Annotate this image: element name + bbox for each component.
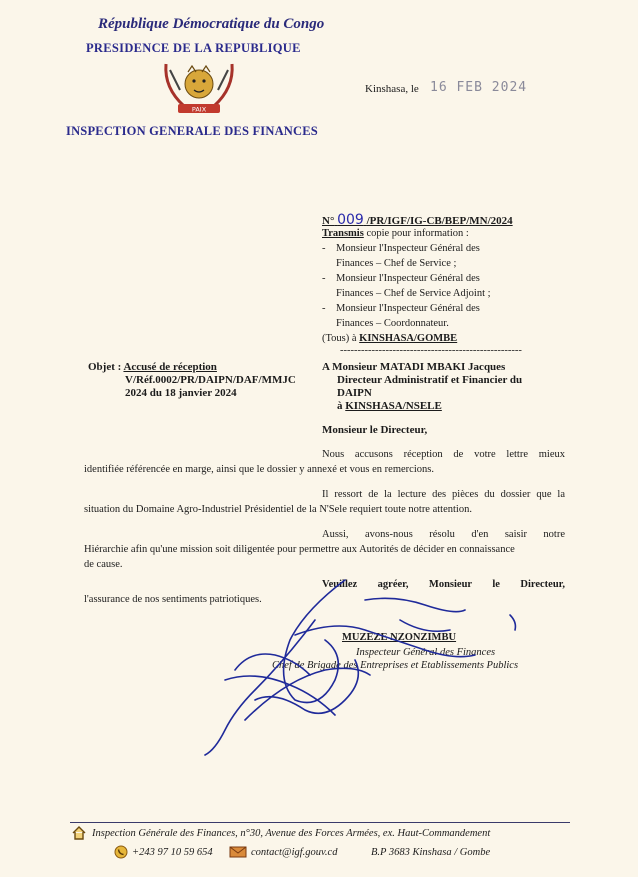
transmis-item-1-line2: Finances – Chef de Service ; <box>336 258 457 269</box>
body-p3-a: Aussi, avons-nous résolu d'en saisir notre <box>322 529 565 540</box>
objet-block <box>88 361 296 400</box>
emblem-banner-text: PAIX <box>191 105 207 114</box>
footer-phone: +243 97 10 59 654 <box>132 847 213 858</box>
reference-number <box>322 212 513 228</box>
signatory-name: MUZEZE NZONZIMBU <box>342 632 457 643</box>
body-p1-b: identifiée référencée en marge, ainsi que le dossier y annexé et vous en remercions. <box>84 464 434 475</box>
transmis-tous-place: KINSHASA/GOMBE <box>359 333 458 344</box>
transmis-item-2-line2: Finances – Chef de Service Adjoint ; <box>336 288 491 299</box>
objet-line2: V/Réf.0002/PR/DAIPN/DAF/MMJC <box>125 374 296 386</box>
footer-po-box: B.P 3683 Kinshasa / Gombe <box>371 847 491 858</box>
body-p2-b: situation du Domaine Agro-Industriel Présidentiel de la N'Sele requiert toute notre attention. <box>84 504 472 515</box>
reference-handwritten-number: 009 <box>337 212 364 228</box>
body-p4-b: l'assurance de nos sentiments patriotiques. <box>84 594 262 605</box>
home-icon <box>72 826 86 840</box>
footer-address: Inspection Générale des Finances, n°30, Avenue des Forces Armées, ex. Haut-Commandement <box>92 828 491 839</box>
objet-line3: 2024 du 18 janvier 2024 <box>125 387 237 399</box>
transmis-text: copie pour information : <box>366 228 469 239</box>
coat-of-arms-emblem <box>160 60 238 118</box>
institution-name: INSPECTION GENERALE DES FINANCES <box>66 124 318 138</box>
transmis-item-1-line1: Monsieur l'Inspecteur Général des <box>336 243 480 254</box>
body-p4-a: Veuillez agréer, Monsieur le Directeur, <box>322 579 565 590</box>
recipient-block: A Monsieur MATADI MBAKI Jacques Directeur Administratif et Financier du DAIPN à KINSHASA/NSELE <box>322 361 523 412</box>
handwritten-signature <box>195 560 545 760</box>
transmis-item-3-line1: Monsieur l'Inspecteur Général des <box>336 303 480 314</box>
transmis-intro <box>322 228 469 239</box>
recipient-line1: A Monsieur MATADI MBAKI Jacques <box>322 361 506 373</box>
reference-code: /PR/IGF/IG-CB/BEP/MN/2024 <box>366 215 513 227</box>
transmis-item-2-line1: Monsieur l'Inspecteur Général des <box>336 273 480 284</box>
republic-name: République Démocratique du Congo <box>98 16 325 32</box>
transmis-label: Transmis <box>322 228 364 239</box>
body-p3-b: Hiérarchie afin qu'une mission soit diligentée pour permettre aux Autorités de décider en connaissance <box>84 544 515 555</box>
phone-icon <box>114 845 128 859</box>
signatory-title1: Inspecteur Général des Finances <box>356 647 496 658</box>
objet-title: Accusé de réception <box>123 361 217 373</box>
reference-prefix: N° <box>322 215 335 227</box>
recipient-line2: Directeur Administratif et Financier du <box>337 374 523 386</box>
transmis-separator: ---------------------------------------------------- <box>340 345 522 356</box>
signatory-title2: Chef de Brigade des Entreprises et Etablissements Publics <box>272 660 519 671</box>
mail-icon <box>229 846 247 858</box>
date-stamp: 16 FEB 2024 <box>430 80 528 95</box>
objet-label: Objet : <box>88 361 122 373</box>
date-place: Kinshasa, le <box>365 83 419 95</box>
salutation: Monsieur le Directeur, <box>322 424 428 436</box>
body-p2-a: Il ressort de la lecture des pièces du dossier que la <box>322 489 565 500</box>
footer-email: contact@igf.gouv.cd <box>251 847 338 858</box>
recipient-line3: DAIPN <box>337 387 372 399</box>
letter-page: République Démocratique du Congo PRESIDENCE DE LA REPUBLIQUE PAIX INSPECTION GENERALE DES FINANCES Kinshasa, le 16 FEB 2024 N° 009 /PR/IGF/IG-CB/BEP/MN/2024 Transmis copie pour information : - Monsieur l'Inspecteur Général des Finances – Chef de Service ; - Monsieur l'Inspecteur Général des Finances – Chef de Service Adjoint ; - Monsieur l'Inspecteur Général des Finances – Coordonnateur. (Tous) à KINSHASA/GOMBE ---------------------------------------------------- Objet : Accusé de réception V/Réf.0002/PR/DAIPN/DAF/MMJC 2024 du 18 janvier 2024 A Monsieur MATADI MBAKI Jacques Directeur Administratif et Financier du DAIPN à KINSHASA/NSELE Monsieur le Directeur, Nous accusons réception de votre lettre mieux identifiée référencée en marge, ainsi que le dossier y annexé et vous en remercions. Il ressort de la lecture des pièces du dossier que la situation du Domaine Agro-Industriel Présidentiel de la N'Sele requiert toute notre attention. Aussi, avons-nous résolu d'en saisir notre Hiérarchie afin qu'une mission soit diligentée pour permettre aux Autorités de décider en connaissance de cause. Veuillez agréer, Monsieur le Directeur, l'assurance de nos sentiments patriotiques. MUZEZE NZONZIMBU Inspecteur Général des Finances Chef de Brigade des Entreprises et Etablissements Publics Inspection Générale des Finances, n°30, Avenue des Forces Armées, ex. Haut-Commandement +243 97 10 59 654 contact@igf.gouv.cd B.P 3683 Kinshasa / Gombe <box>0 0 638 877</box>
body-p3-c: de cause. <box>84 559 123 570</box>
presidency-title: PRESIDENCE DE LA REPUBLIQUE <box>86 41 301 55</box>
transmis-item-3-line2: Finances – Coordonnateur. <box>336 318 449 329</box>
body-p1-a: Nous accusons réception de votre lettre mieux <box>322 449 565 460</box>
footer-divider <box>70 822 570 823</box>
transmis-tous: (Tous) à KINSHASA/GOMBE <box>322 333 458 344</box>
recipient-place: KINSHASA/NSELE <box>345 400 442 412</box>
